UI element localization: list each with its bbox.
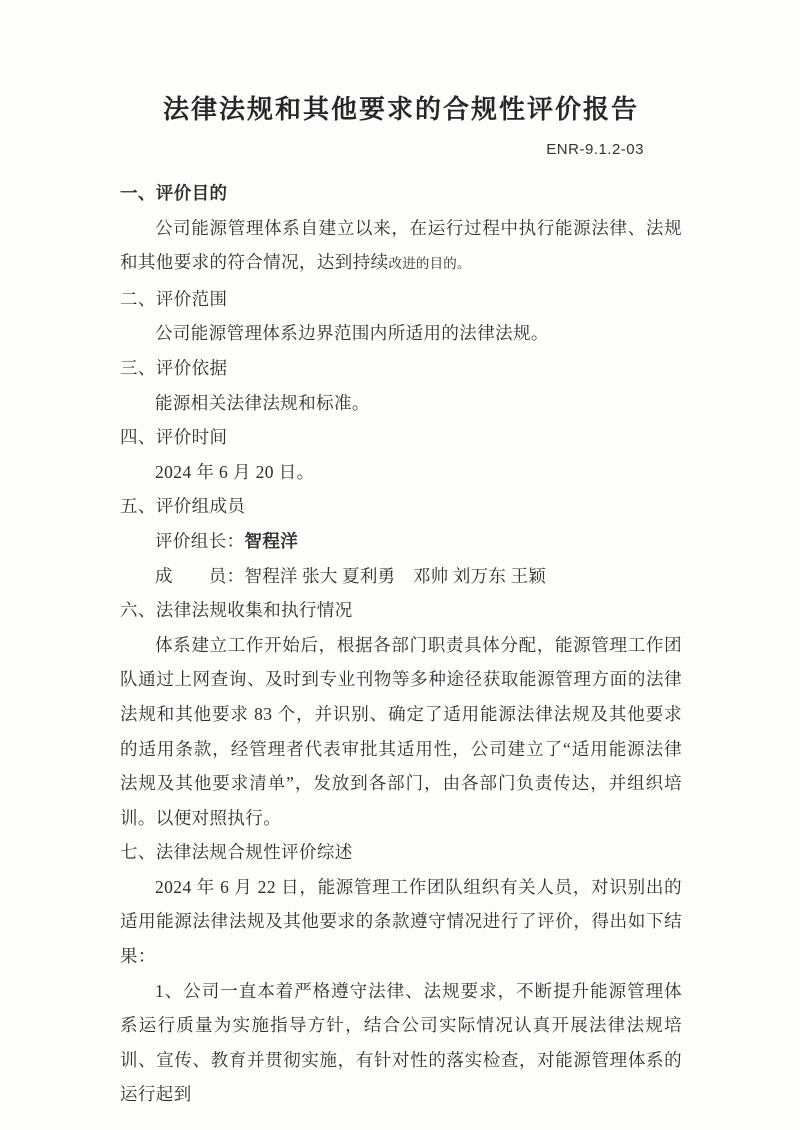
section-basis <box>120 351 682 420</box>
team-leader-label: 评价组长： <box>155 530 245 551</box>
team-members-line <box>120 559 682 594</box>
section-scope <box>120 282 682 351</box>
team-members-label: 成 员： <box>155 565 245 586</box>
section-basis-heading: 三、评价依据 <box>120 357 228 378</box>
document-number: ENR-9.1.2-03 <box>546 141 644 158</box>
team-leader-name: 智程洋 <box>244 530 299 551</box>
section-time <box>120 420 682 489</box>
team-members-names: 智程洋 张大 夏利勇 邓帅 刘万东 王颖 <box>244 565 546 586</box>
section-time-paragraph: 2024 年 6 月 20 日。 <box>155 461 315 482</box>
section-purpose <box>120 176 682 282</box>
section-scope-heading: 二、评价范围 <box>120 288 228 309</box>
section-summary-heading: 七、法律法规合规性评价综述 <box>120 842 353 863</box>
section-basis-paragraph: 能源相关法律法规和标准。 <box>155 392 370 413</box>
section-purpose-text: 公司能源管理体系自建立以来，在运行过程中执行能源法律、法规和其他要求的符合情况，达到持续 <box>120 217 682 273</box>
section-summary <box>120 835 682 1112</box>
document-title: 法律法规和其他要求的合规性评价报告 <box>162 95 639 124</box>
section-collection <box>120 593 682 835</box>
section-summary-paragraph-1: 2024 年 6 月 22 日，能源管理工作团队组织有关人员，对识别出的适用能源法律法规及其他要求的条款遵守情况进行了评价，得出如下结果： <box>120 876 682 967</box>
section-purpose-text-small: 改进的目的。 <box>388 256 471 272</box>
team-leader-line <box>120 524 682 559</box>
document-body <box>120 176 682 1112</box>
section-summary-paragraph-2: 1、公司一直本着严格遵守法律、法规要求，不断提升能源管理体系运行质量为实施指导方针，结合公司实际情况认真开展法律法规培训、宣传、教育并贯彻实施，有针对性的落实检查，对能源管理体系的运行起到 <box>120 980 682 1105</box>
section-team-heading: 五、评价组成员 <box>120 496 246 517</box>
section-purpose-paragraph <box>120 211 682 282</box>
section-team <box>120 489 682 593</box>
section-collection-heading: 六、法律法规收集和执行情况 <box>120 600 353 621</box>
section-time-heading: 四、评价时间 <box>120 427 228 448</box>
section-scope-paragraph: 公司能源管理体系边界范围内所适用的法律法规。 <box>155 323 549 344</box>
section-purpose-heading: 一、评价目的 <box>120 183 228 203</box>
section-collection-paragraph: 体系建立工作开始后，根据各部门职责具体分配，能源管理工作团队通过上网查询、及时到专业刊物等多种途径获取能源管理方面的法律法规和其他要求 83 个，并识别、确定了适用能源法律法规及其他要求的适用条款，经管理者代表审批其适用性，公司建立了“适用能源法律法规及其他要求清单”，发放到各部门，由各部门负责传达，并组织培训。以便对照执行。 <box>120 634 682 828</box>
